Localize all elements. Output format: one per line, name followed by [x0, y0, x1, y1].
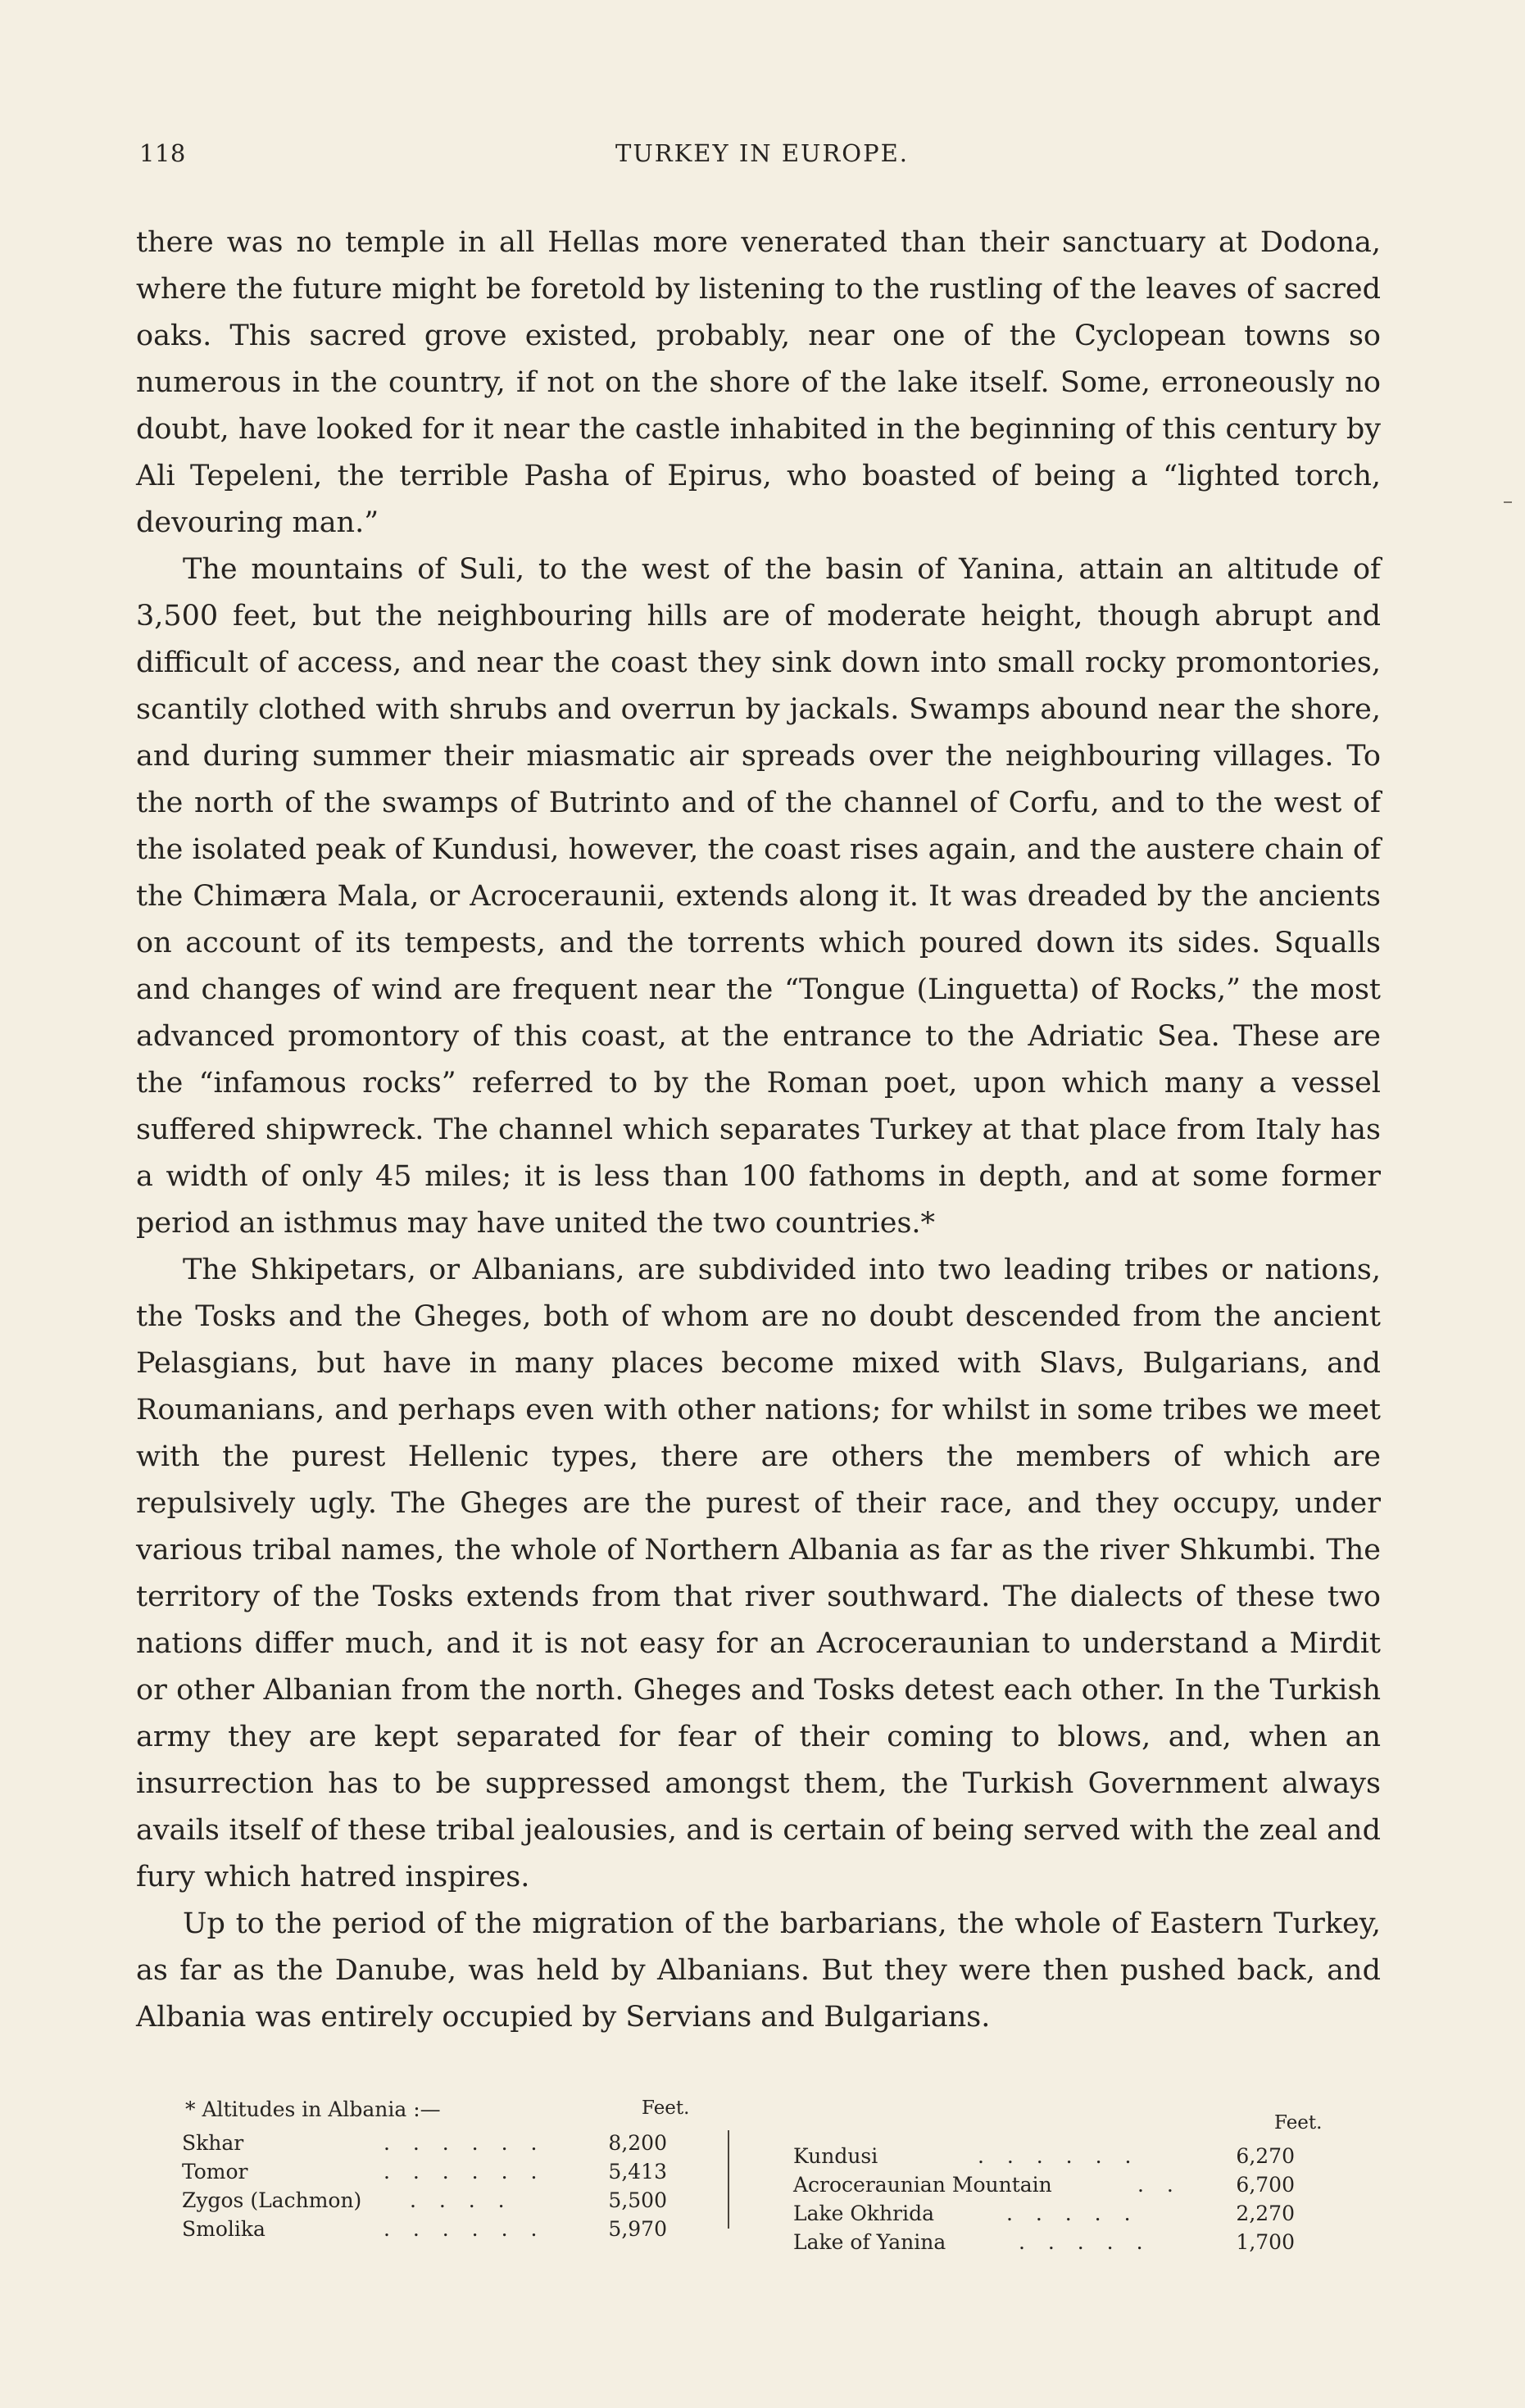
margin-mark [1504, 501, 1512, 503]
altitude-value: 2,270 [1236, 2202, 1295, 2225]
column-divider [728, 2130, 729, 2229]
place-name: Tomor [182, 2160, 248, 2184]
paragraph: The Shkipetars, or Albanians, are subdivided into two leading tribes or nations, the Tosks and the Gheges, both of whom are no doubt descended from the ancient Pelasgians, but have in many places become mixed with Slavs, Bulgarians, and Roumanians, and perhaps even with other nations; for whilst in some tribes we meet with the purest Hellenic types, there are others the members of which are repulsively ugly. The Gheges are the purest of their race, and they occupy, under various tribal names, the whole of Northern Albania as far as the river Shkumbi. The territory of the Tosks extends from that river southward. The dialects of these two nations differ much, and it is not easy for an Acroceraunian to understand a Mirdit or other Albanian from the north. Gheges and Tosks detest each other. In the Turkish army they are kept separated for fear of their coming to blows, and, when an insurrection has to be suppressed amongst them, the Turkish Government always avails itself of these tribal jealousies, and is certain of being served with the zeal and fury which hatred inspires. [136, 1254, 1381, 1893]
page-header [139, 139, 1385, 174]
altitude-value: 5,970 [608, 2217, 667, 2241]
leader-dots: . . . . [410, 2188, 513, 2212]
leader-dots: . . . . . . [978, 2144, 1140, 2168]
leader-dots: . . [1137, 2173, 1182, 2197]
altitude-value: 5,500 [608, 2188, 667, 2212]
body-text [136, 220, 1381, 2041]
altitude-value: 1,700 [1236, 2230, 1295, 2254]
footnote-intro: * Altitudes in Albania :— [185, 2097, 441, 2121]
paragraph: there was no temple in all Hellas more venerated than their sanctuary at Dodona, where the future might be foretold by listening to the rustling of the leaves of sacred oaks. This sacred grove existed, probably, near one of the Cyclopean towns so numerous in the country, if not on the shore of the lake itself. Some, erroneously no doubt, have looked for it near the castle inhabited in the beginning of this century by Ali Tepeleni, the terrible Pasha of Epirus, who boasted of being a “lighted torch, devouring man.” [136, 226, 1381, 539]
place-name: Acroceraunian Mountain [793, 2173, 1052, 2197]
feet-column-label-right: Feet. [1274, 2112, 1323, 2134]
leader-dots: . . . . . . [384, 2160, 546, 2184]
running-title: TURKEY IN EUROPE. [615, 139, 909, 167]
leader-dots: . . . . . [1019, 2230, 1151, 2254]
leader-dots: . . . . . [1006, 2202, 1139, 2225]
place-name: Skhar [182, 2131, 244, 2155]
place-name: Zygos (Lachmon) [182, 2188, 362, 2212]
place-name: Lake of Yanina [793, 2230, 946, 2254]
altitude-value: 5,413 [608, 2160, 667, 2184]
altitude-value: 8,200 [608, 2131, 667, 2155]
page-number: 118 [139, 139, 186, 167]
paragraph: The mountains of Suli, to the west of the basin of Yanina, attain an altitude of 3,500 feet, but the neighbouring hills are of moderate height, though abrupt and difficult of access, and near the coast they sink down into small rocky promontories, scantily clothed with shrubs and overrun by jackals. Swamps abound near the shore, and during summer their miasmatic air spreads over the neighbouring villages. To the north of the swamps of Butrinto and of the channel of Corfu, and to the west of the isolated peak of Kundusi, however, the coast rises again, and the austere chain of the Chimæra Mala, or Acroceraunii, extends along it. It was dreaded by the ancients on account of its tempests, and the torrents which poured down its sides. Squalls and changes of wind are frequent near the “Tongue (Linguetta) of Rocks,” the most advanced promontory of this coast, at the entrance to the Adriatic Sea. These are the “infamous rocks” referred to by the Roman poet, upon which many a vessel suffered shipwreck. The channel which separates Turkey at that place from Italy has a width of only 45 miles; it is less than 100 fathoms in depth, and at some former period an isthmus may have united the two countries.* [136, 553, 1381, 1240]
place-name: Kundusi [793, 2144, 878, 2168]
place-name: Lake Okhrida [793, 2202, 934, 2225]
place-name: Smolika [182, 2217, 266, 2241]
altitude-value: 6,270 [1236, 2144, 1295, 2168]
feet-column-label-left: Feet. [642, 2097, 690, 2119]
altitude-value: 6,700 [1236, 2173, 1295, 2197]
paragraph: Up to the period of the migration of the barbarians, the whole of Eastern Turkey, as far as the Danube, was held by Albanians. But they were then pushed back, and Albania was entirely occupied by Servians and Bulgarians. [136, 1907, 1381, 2034]
leader-dots: . . . . . . [384, 2217, 546, 2241]
leader-dots: . . . . . . [384, 2131, 546, 2155]
